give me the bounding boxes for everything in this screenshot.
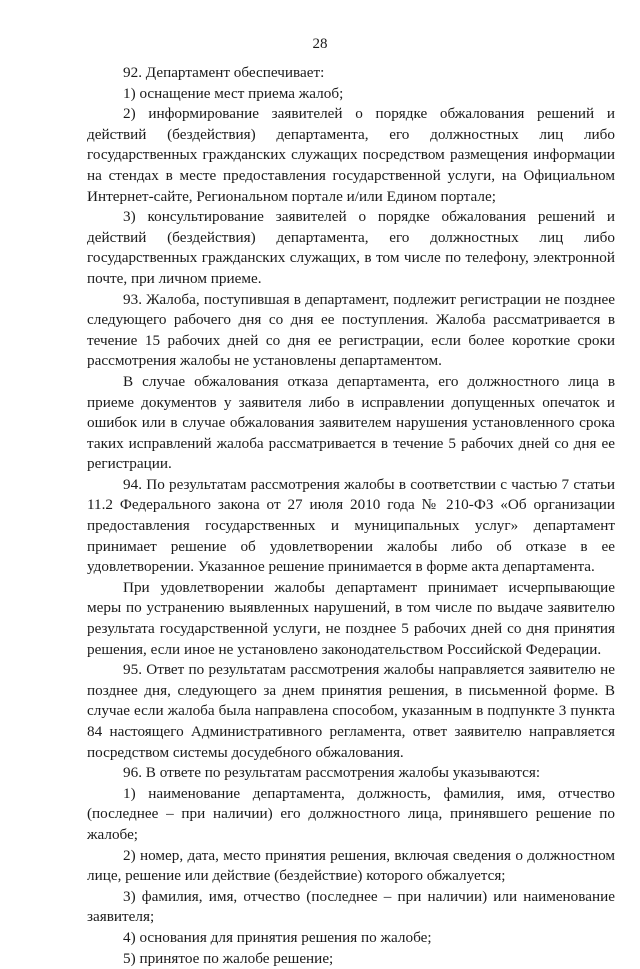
- paragraph-96-item-1: 1) наименование департамента, должность, фамилия, имя, отчество (последнее – при наличии) его должностного лица, принявшего решение по жалобе;: [87, 784, 615, 843]
- paragraph-94: 94. По результатам рассмотрения жалобы в соответствии с частью 7 статьи 11.2 Федерального закона от 27 июля 2010 года № 210-ФЗ «Об организации предоставления государственных и муниципальных услуг» департамент принимает решение об удовлетворении жалобы либо об отказе в ее удовлетворении. Указанное решение принимается в форме акта департамента.: [87, 475, 615, 576]
- paragraph-95: 95. Ответ по результатам рассмотрения жалобы направляется заявителю не позднее дня, следующего за днем принятия решения, в письменной форме. В случае если жалоба была направлена способом, указанным в подпункте 3 пункта 84 настоящего Административного регламента, ответ заявителю направляется посредством системы досудебного обжалования.: [87, 661, 615, 761]
- page-number: 28: [312, 36, 328, 52]
- paragraph-96-item-3: 3) фамилия, имя, отчество (последнее – при наличии) или наименование заявителя;: [87, 887, 615, 926]
- paragraph-96-intro: 96. В ответе по результатам рассмотрения жалобы указываются:: [123, 764, 541, 782]
- paragraph-96-item-2: 2) номер, дата, место принятия решения, включая сведения о должностном лице, решение или действие (бездействие) которого обжалуется;: [87, 846, 615, 885]
- paragraph-94-continued: При удовлетворении жалобы департамент принимает исчерпывающие меры по устранению выявленных нарушений, в том числе по выдаче заявителю результата государственной услуги, не позднее 5 рабочих дней со дня принятия решения, если иное не установлено законодательством Российской Федерации.: [87, 578, 615, 658]
- paragraph-96-item-4: 4) основания для принятия решения по жалобе;: [123, 928, 432, 946]
- paragraph-96-item-5: 5) принятое по жалобе решение;: [123, 949, 334, 967]
- document-body: [87, 63, 615, 969]
- paragraph-92-item-3: 3) консультирование заявителей о порядке обжалования решений и действий (бездействия) департамента, его должностных лиц либо государственных гражданских служащих, в том числе по телефону, электронной почте, при личном приеме.: [87, 208, 615, 287]
- paragraph-93: 93. Жалоба, поступившая в департамент, подлежит регистрации не позднее следующего рабочего дня со дня ее поступления. Жалоба рассматривается в течение 15 рабочих дней со дня ее регистрации, если более короткие сроки рассмотрения жалобы не установлены департаментом.: [87, 290, 615, 370]
- paragraph-92-item-2: 2) информирование заявителей о порядке обжалования решений и действий (бездействия) департамента, его должностных лиц либо государственных гражданских служащих посредством размещения информации на стендах в месте предоставления государственной услуги, на Официальном Интернет-сайте, Региональном портале и/или Едином портале;: [87, 105, 615, 205]
- paragraph-92-item-1: 1) оснащение мест приема жалоб;: [123, 84, 344, 102]
- paragraph-93-continued: В случае обжалования отказа департамента, его должностного лица в приеме документов у заявителя либо в исправлении допущенных опечаток и ошибок или в случае обжалования заявителем нарушения установленного срока таких исправлений жалоба рассматривается в течение 5 рабочих дней со дня ее регистрации.: [87, 372, 615, 473]
- paragraph-92-intro: 92. Департамент обеспечивает:: [123, 64, 325, 81]
